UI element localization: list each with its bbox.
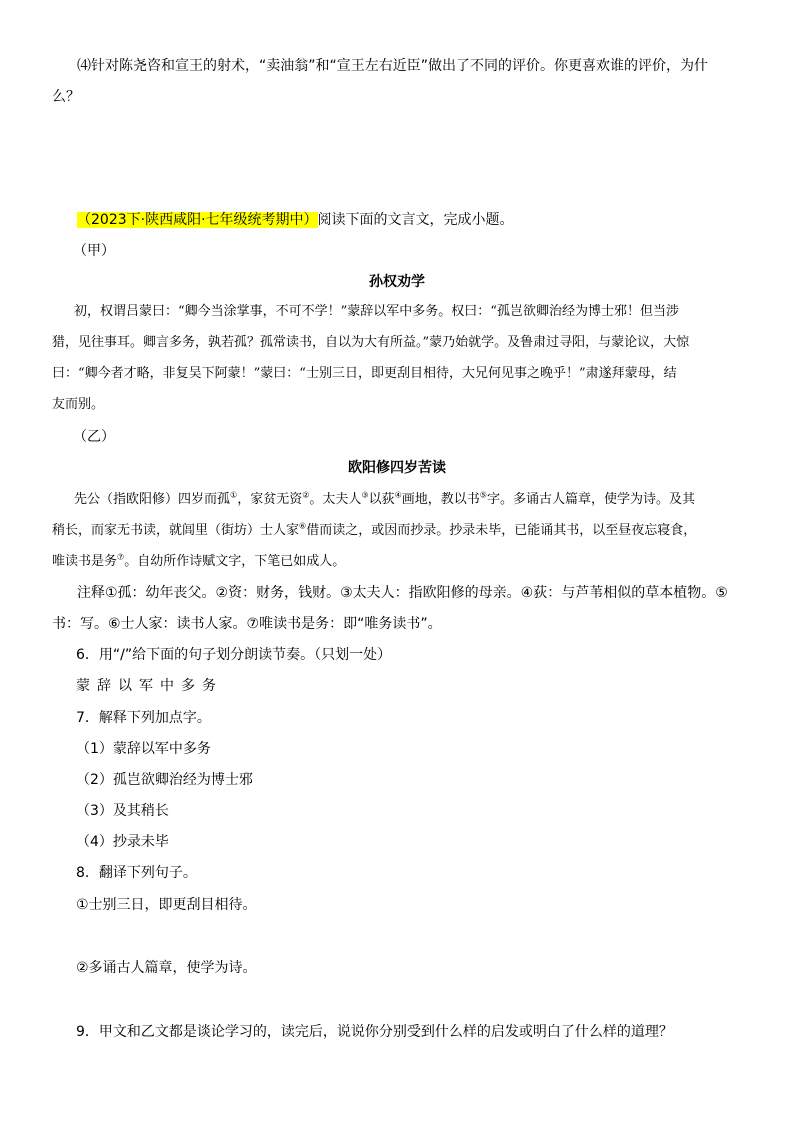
passage-jia-line: 猎，见往事耳。卿言多务，孰若孤？孤常读书，自以为大有所益。”蒙乃始就学。及鲁肃过寻阳，与蒙论议，大惊 xyxy=(52,335,690,350)
text-run: 。太夫人 xyxy=(309,492,362,507)
footnote-mark: ⑤ xyxy=(479,490,487,500)
passage-yi-title: 欧阳修四岁苦读 xyxy=(348,460,446,476)
q6-sentence: 蒙辞以军中多务 xyxy=(76,678,223,694)
q7-item: （4）抄录未毕 xyxy=(76,834,169,850)
passage-jia-line: 曰：“卿今者才略，非复吴下阿蒙！”蒙曰：“士别三日，即更刮目相待，大兄何见事之晚乎！”肃遂拜蒙母，结 xyxy=(52,366,677,381)
text-run: 字。多诵古人篇章，使学为诗。及其 xyxy=(486,492,695,507)
passage-jia-line: 初，权谓吕蒙曰：“卿今当涂掌事，不可不学！”蒙辞以军中多务。权曰：“孤岂欲卿治经为博士邪！但当涉 xyxy=(74,304,679,319)
passage-jia-label: （甲） xyxy=(73,243,115,259)
text-run: ，家贫无资 xyxy=(237,492,303,507)
q9-prompt: 9．甲文和乙文都是谈论学习的，读完后，说说你分别受到什么样的启发或明白了什么样的道理？ xyxy=(76,1024,673,1040)
footnote-mark: ④ xyxy=(394,490,402,500)
passage-yi-label: （乙） xyxy=(73,429,115,445)
text-run: 先公（指欧阳修）四岁而孤 xyxy=(74,492,231,507)
source-tag-highlight: （2023下·陕西咸阳·七年级统考期中） xyxy=(77,212,318,228)
q7-item: （1）蒙辞以军中多务 xyxy=(76,741,211,757)
q7-item: （2）孤岂欲卿治经为博士邪 xyxy=(76,772,253,788)
passage-intro xyxy=(77,210,514,230)
q8-prompt: 8．翻译下列句子。 xyxy=(76,865,197,881)
text-run: 画地，教以书 xyxy=(401,492,480,507)
text-run: 借而读之，或因而抄录。抄录未毕，已能诵其书，以至昼夜忘寝食， xyxy=(306,523,697,538)
q7-item: （3）及其稍长 xyxy=(76,803,169,819)
q7-prompt: 7．解释下列加点字。 xyxy=(76,710,211,726)
passage-yi-line-2 xyxy=(52,521,696,541)
q8-item: ②多诵古人篇章，使学为诗。 xyxy=(76,960,257,976)
footnote-mark: ② xyxy=(302,490,310,500)
text-run: 稍长，而家无书读，就闾里（街坊）士人家 xyxy=(52,523,300,538)
passage-jia-title: 孙权劝学 xyxy=(369,274,425,290)
footnote-mark: ① xyxy=(230,490,238,500)
passage-yi-line-1 xyxy=(74,490,695,510)
text-run: 。自幼所作诗赋文字，下笔已如成人。 xyxy=(124,554,346,569)
q8-item: ①士别三日，即更刮目相待。 xyxy=(76,897,257,913)
footnote-mark: ⑥ xyxy=(299,521,307,531)
intro-instruction: 阅读下面的文言文，完成小题。 xyxy=(317,212,514,228)
footnote-mark: ⑦ xyxy=(117,552,125,562)
q4-line-2: 么？ xyxy=(52,89,80,105)
footnote-mark: ③ xyxy=(361,490,369,500)
notes-line-2: 书：写。⑥士人家：读书人家。⑦唯读书是务：即“唯务读书”。 xyxy=(52,616,442,632)
notes-line-1: 注释①孤：幼年丧父。②资：财务，钱财。③太夫人：指欧阳修的母亲。④荻：与芦苇相似的草本植物。⑤ xyxy=(77,585,728,601)
passage-jia-line: 友而别。 xyxy=(52,397,105,412)
text-run: 以荻 xyxy=(368,492,395,507)
q4-line-1: ⑷针对陈尧咨和宣王的射术，“卖油翁”和“宣王左右近臣”做出了不同的评价。你更喜欢谁的评价，为什 xyxy=(77,58,709,74)
q6-prompt: 6．用“/”给下面的句子划分朗读节奏。（只划一处） xyxy=(76,647,392,663)
passage-yi-line-3 xyxy=(52,552,345,572)
text-run: 唯读书是务 xyxy=(52,554,118,569)
